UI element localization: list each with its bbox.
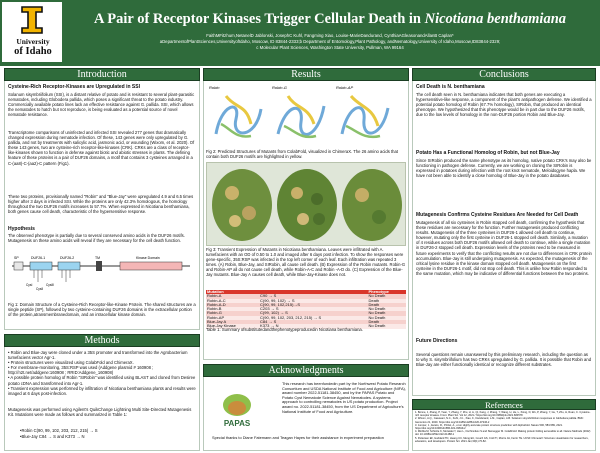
reference-item: 2. Wixom, A.Q., Casavant, N.C., Kuhl, J.C., Xiao, F., Dandurand, L-M., Caplan, A.B. Solanum sisymbriifolium responses to Globodera pallida. BMC Genomics 21, 2020. https://doi.org/10.1186/s12864-020-07246-2 [415,417,584,424]
table-cell: No Death [367,316,406,320]
university-logo-mark-icon [20,5,44,35]
table-cell: No Death [367,294,406,298]
figure-3-leaf-images [206,162,406,246]
reference-item: 4. Mirdita M, Schütze K, Moriwaki Y, Heo L, Ovchinnikov S and Steinegger M. ColabFold: Making protein folding accessible to all. Nature Methods (2022) doi: 10.1038/s41592-022-01488-1 [415,430,591,437]
table-header-phenotype: Phenotype [367,290,406,294]
hypothesis-text: The observed phenotype is partially due to several conserved amino acids in the DUF26 motifs. Mutagenesis on these amino acids will reveal if they are necessary for the cell death function. [8,233,185,244]
table-cell: Blue-Jay A [206,320,259,324]
structure-label-robin-ap: Robin-AP [336,85,354,90]
label-duf26-1: DUF26-1 [31,256,46,260]
label-kinase-domain: Kinase Domain [136,256,160,260]
table-cell: No Death [367,324,406,328]
table-cell: Death [367,303,406,307]
papas-logo-graphic-icon [212,388,262,432]
introduction-header: Introduction [4,68,200,81]
domain-kinase [120,262,182,270]
papas-logo-text: PAPAS [223,419,251,428]
figure-2-caption: Fig 2: Predicted Structures of Mutants from ColabFold, visualized in ChimeraX. The 26 amino acids that contain both DUF26 motifs are highlighted in yellow. [206,149,398,160]
methods-header: Methods [4,334,200,347]
structure-label-robin: Robin [209,85,220,90]
logo-text-idaho: of Idaho [14,46,52,57]
domain-duf26-2 [58,262,80,270]
table-1-caption: Table 1: Summary ofsubstitutedandthephenotypeproducedin Nicotiana benthamiana. [206,327,363,332]
reference-item: 3. Jumper, J., Evans, R., Pritzel, A., et al. Highly accurate protein structure prediction with AlphaFold. Nature 596, 583-589, 2021. https://doi.org/10.1038/s41586-021-03819-2 [415,423,563,431]
conclusions-header: Conclusions [412,68,596,81]
title-main: A Pair of Receptor Kinases Trigger Cellular Death in [93,11,425,27]
authors-affiliations [70,33,590,51]
methods-mutation-robin: •Robin C(90, 99, 102, 203, 212, 215) → S [20,428,98,433]
methods-bullet-3: • For membrane-monitoring, 35S:RSP was used (Addgene plasmid # 160908 ; http://n2t.net/addgene:160908 ; RRID:Addgene_160908) [8,365,154,376]
conclusion-paragraph-4: Several questions remain unanswered by this preliminary research, including the question as to why S. sisymbriifolium has two CRKs upregulated by G. pallida. It is possible that Robin and Blue-Jay are either functionally identical or recognize different substrates. [416,352,592,368]
university-logo [2,2,62,62]
table-cell: C(99, 102) → S [259,311,367,315]
methods-bullet-4: • A possible protein homolog of Robin "SIRobin" was identified using BLAST and cloned from Desiree potato cDNA and transformed into Agr-1. [8,375,196,386]
figure-3-caption: Fig 3: Transient Expression of Mutants in Nicotiana benthamiana. Leaves were infiltrated with A. tumefaciens with an OD of 0.50 to 1.0 and imaged after 6 days post infection. To show the responses were gene-specific, 35S:RSP was infected in the top left corner of each leaf. Each infiltration was repeated 3 times. (A) Robin, Blue-Jay, and SIRobin, all cause cell death. (B) Expression of the Robin mutants. Robin-G and Robin-AP all do not cause cell death, while Robin-A-C and Robin -A-D do. (C) Expression of the Blue-Jay mutants. Blue-Jay A causes cell death, while Blue-Jay-Kinase does not. [206,247,406,278]
methods-bullet-1-text: Robin and Blue-Jay were cloned under a 35S promoter and transformed into the Agrobacterium tumefaciens vector Agr-1. [8,350,188,361]
intro-paragraph-1: Solanum sisymbriifolium (SSI), is a distant relative of potato and is resistant to several plant-parasitic nematodes, including Globodera pallida, which poses a significant threat to the potato industry. Commercially available potato lines lack an effective resistance against G. pallida. SSI, which allows the nematodes to hatch but not reproduce, is being evaluated as a potential source of novel nematode resistance. [8,92,195,118]
figure-2-protein-structures [206,84,406,148]
label-cys-i: CysI [26,283,33,287]
table-cell: Death [367,299,406,303]
methods-bullet-5: • Transient expression was performed by infiltration of Nicotiana benthamiana plants and results were imaged at 6 days post-infection. [8,385,196,396]
figure-1-caption: Fig 1: Domain Structure of a Cysteine-Rich Receptor-like-Kinase Protein. The shared structures are a single peptide (SP), followed by two cysteine-containing DUF26 domains in the extracellular portion of the protein,atransmembranedomain, and an intracellular kinase domain. [8,302,196,318]
label-duf26-2: DUF26-2 [60,256,75,260]
table-cell: Robin-B [206,307,259,311]
methods-bullet-2: • Protein structures were visualized using ColabFold and ChimeraX. [8,360,134,366]
methods-mutagenesis-text: Mutagenesis was performed using Agilent's QuikChange Lightning Multi Site-Directed Mutagenesis Kit. Mutations were made as follows and summarized in Table 1: [8,407,192,418]
results-header: Results [203,68,409,81]
label-cys-iii: CysIII [46,283,55,287]
label-tm: TM [95,256,101,260]
authors-line: FaithMFitzhum,NetanelD Jablonski, JosephC Kuhl, Fangming Xiao, Louise-MarieDandurand, CynthiaAGleasonandAllanB Caplan* [206,33,454,38]
figure-1-domain-diagram [8,254,194,300]
intro-paragraph-3: These two proteins, provisionally named "Robin" and "Blue-Jay" were upregulated 4.9 and 6.5 times higher after 3 days in infected SSI. While the proteins are only 42.3% homologous, the homology throughout the two DUF26 motifs increases to 57.7%. When expressed in Nicotiana benthamiana, both genes cause cell death, characteristic of the hypersensitive response. [8,194,194,215]
table-cell: Robin-A [206,294,259,298]
title-italic: Nicotiana benthamiana [424,11,567,27]
poster-header [0,0,600,66]
domain-tm [96,261,102,271]
methods-bullet-5-text: Transient expression was performed by infiltration of Nicotiana benthamiana plants and results were imaged at 6 days post-infection. [8,385,196,396]
conclusion-paragraph-2: Since SIRobin produced the same phenotype as its homolog, native potato CRK's may also be functioning in pathogen defense. Currently, we are working on cloning the SIRobin is expressed in potatoes during infection with the root knot nematode, Meloidogyne hapla. We have not been able to identify a close homolog of Blue-Jay in the potato databases. [416,158,592,179]
table-cell: C(90, 99, 102,215)→S [259,303,367,307]
hypothesis-heading: Hypothesis [8,226,35,232]
table-header-mutation: Mutation [206,290,259,294]
conclusion-heading-future: Future Directions [416,338,458,344]
cysteine-markers [34,270,70,282]
structure-robin-g [278,96,324,137]
table-cell: No Death [367,311,406,315]
protein-structure-images [206,84,406,148]
intro-subheading-crk: Cysteine-Rich Receptor-Kinases are Upregulated in SSI [8,84,140,90]
methods-bullet-2-text: Protein structures were visualized using ColabFold and ChimeraX. [10,360,134,366]
methods-mutation-bluejay: •Blue-Jay C84 → S and K373 → N [20,434,85,439]
conclusion-paragraph-3: Mutagenesis of all six cysteines in Robin stopped cell death, confirming the hypothesis that these residues are necessary for the function. Further mutagenesis produced conflicting results. Mutagenesis of the three cysteines in DUF26-1 allowed cell death to continue, however, mutating only the first cysteine in DUF26-1 stopped cell death. Similarly, a mutation of 4 residues across both DUF26 motifs allowed cell death to continue, while a single mutation in DUF26-2 stopped cell death. Expression levels of the proteins need to be measured in future experiments to verify that the conflicting results are not due to differences in CRK protein accumulation. Blue-Jay is still undergoing mutagenesis. As expected, the mutagenesis of the critical lysine residue in the kinase domain stopped cell death. Mutagenesis on the first cysteine in the DUF26-1 motif, did not stop cell death. This is unlike how Robin responded to the same mutation, which may be indicative of differential functions between the two proteins. [416,220,592,276]
affiliation-line-1: aDepartmentofPlantSciences,UniversityofIdaho, Moscow, ID 83844-2333;b Department of Entomology,Plant Pathology, andNematology,University of Idaho,Moscow,ID83844-2329; [159,39,501,44]
logo-text-university: University [16,37,50,46]
leaf-infiltration-photos [207,163,406,246]
leaf-photo-panel-b [277,169,337,241]
intro-paragraph-2: Transcriptome comparisons of uninfected and infected SSI revealed 277 genes that dramatically changed expression during nematode infection. Of these, 143 genes were only upregulated by G. pallida, and not by treatments with salicylic acid, jasmonic acid, or wounding (Wixom, et al. 2020). Of these 143 genes, two are cysteine-rich receptor-like-kinases (CRK). CRKs are a class of receptor-like-kinases shown to function in defense against biotic and abiotic stresses in plants. The defining feature of these proteins is a pair of DUF26 domains, a motif that contains 3 cysteines arranged in a C-(aa8)-C-(aa2)-C pattern (Fig1). [8,130,195,166]
methods-bullet-4-text: A possible protein homolog of Robin "SIRobin" was identified using BLAST and cloned from Desiree potato cDNA and transformed into Agr-1. [8,375,196,386]
references-header: References [412,399,596,410]
table-cell: No Death [367,307,406,311]
acknowledgments-thanks: Special thanks to Diane Fatemann and Teagan Hayes for their assistance in experiment preparation [212,436,384,440]
structure-label-robin-g: Robin-G [272,85,287,90]
table-cell: C90 → S [259,294,367,298]
domain-structure-diagram [8,254,194,300]
table-cell: K373 → N [259,324,367,328]
table-cell: Robin-A-C [206,299,259,303]
table-cell: Death [367,320,406,324]
conclusion-heading-mutagenesis: Mutagenesis Confirms Cysteine Residues Are Needed for Cell Death [416,212,579,218]
poster-title [70,11,590,28]
leaf-photo-panel-c [342,169,402,241]
acknowledgments-header: Acknowledgments [203,364,409,377]
table-cell: Robin-G [206,311,259,315]
mutation-summary-table [206,290,406,329]
papas-logo [212,388,262,432]
label-sp: SP [14,256,19,260]
leaf-photo-panel-a [212,169,272,241]
reference-item: 1. Bonne, J, Zhang, P, Yuan, Y, Zhang, Y, Zhu, H, Li, Qi, Kang, J, Zhang, Y, Wang, H, Hu, L, Xiong, D, Wu, P, Zhang, Y, Gu, T, Zhu, H, Ruan, C. Cysteine-rich receptor kinases. Front. Plant Sci. Vol 12, 2021 / https://doi.org/10.3389/fpls.2021.684578 [415,411,591,418]
domain-sp [14,262,23,270]
conclusion-paragraph-1: The cell death seen in N. benthamiana indicates that both genes are executing a hypersensitive-like response, a component of the plant's antipathogen defense. We identified a potential potato homolog of Robin (67.7% homology), SIRobin, that produced an identical phenotype. We hypothesized that this phenotype would be in part due to the DUF26 motifs, due to the low levels of homology in the non-DUF26 portion Robin and Blue-Jay. [416,92,592,118]
table-cell: Robin-AP [206,316,259,320]
table-cell: C84 → S [259,320,367,324]
methods-bullets [8,350,196,405]
methods-bullet-1: • Robin and Blue-Jay were cloned under a 35S promoter and transformed into the Agrobacterium tumefaciens vector Agr-1. [8,350,188,361]
label-cys-ii: CysII [36,287,44,291]
conclusion-heading-cell-death: Cell Death is N. benthamiana [416,84,485,90]
affiliation-line-2: c Molecular Plant Sciences, Washington State University, Pullman, WA 99164 [256,45,404,50]
conclusion-heading-homolog: Potato Has a Functional Homolog of Robin, but not Blue-Jay [416,150,560,156]
domain-duf26-1 [30,262,52,270]
methods-bullet-3-text: For membrane-monitoring, 35S:RSP was used (Addgene plasmid # 160908 ; http://n2t.net/addgene:160908 ; RRID:Addgene_160908) [8,365,154,376]
table-cell: C(90, 99, 102) → S [259,299,367,303]
structure-robin [216,96,261,137]
structure-robin-ap [342,96,388,137]
acknowledgments-text: This research has beenfundedin part by the Northwest Potato Research Consortium and USDA National Institute of Food and Agriculture (NIFA), award number 2022-51181-38450, and by the PAPAS Potato and Potato Cyst Nematode Science Against Nematodes. A systems approach to controlling nematodes in US potato production. Project award no. 2022-51181-38450, from the US Department of Agriculture's National Institute of Food and Agriculture. [282,382,406,414]
table-cell: C203 → S [259,307,367,311]
references-list [415,411,594,450]
table-cell: Robin-A-D [206,303,259,307]
table-cell: Blue-Jay Kinase [206,324,259,328]
reference-item: 5. Pettersen EF, Goddard TD, Huang CC, Meng EC, Couch GS, Croll TI, Morris JH, Ferrin TE. UCSF ChimeraX: Structure visualization for researchers, educators, and developers. Protein Sci. 2021 Jan;30(1):70-82. [415,436,589,443]
table-cell: C(90, 99, 102, 203, 212, 215) → S [259,316,367,320]
